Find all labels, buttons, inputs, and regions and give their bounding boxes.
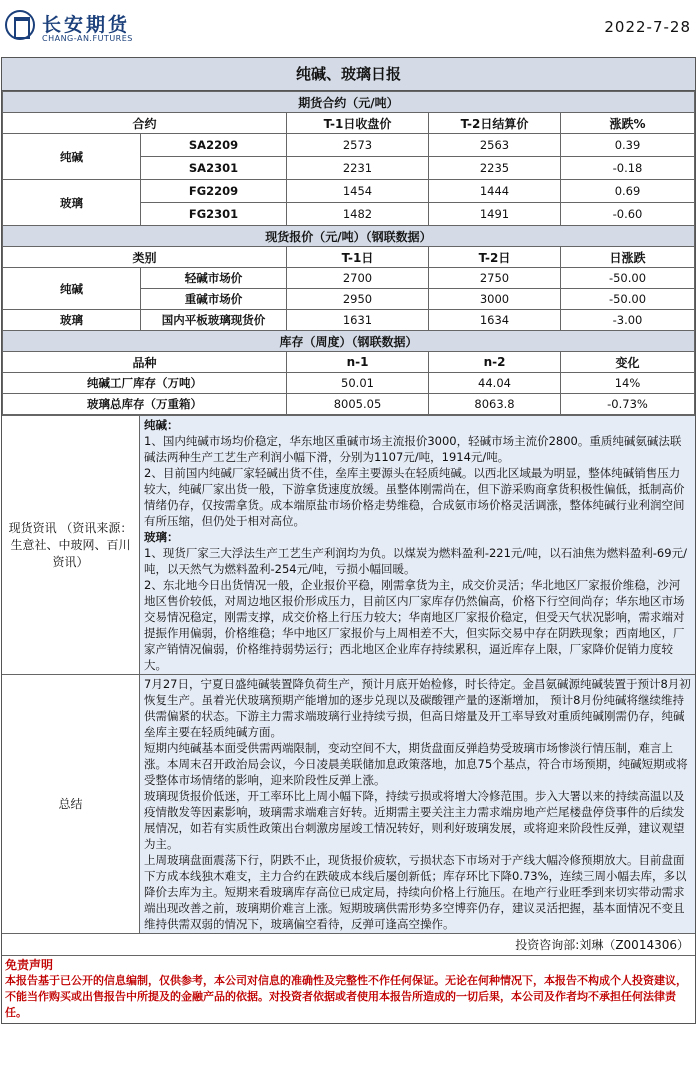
inventory-change: 14%	[561, 373, 695, 394]
investment-consultant: 投资咨询部:刘琳（Z0014306）	[2, 933, 695, 955]
inventory-section-title: 库存（周度）（钢联数据）	[3, 331, 695, 352]
spot-news-content	[140, 416, 695, 674]
settle-price: 1444	[429, 180, 561, 203]
column-header-n1: n-1	[287, 352, 429, 373]
spot-t1: 1631	[287, 310, 429, 331]
column-header-category: 类别	[3, 247, 287, 268]
glass-news-paragraph: 2、东北地今日出货情况一般，企业报价平稳，刚需拿货为主，成交价灵活；华北地区厂家报价维稳，沙河地区售价较低，对周边地区报价形成压力，目前区内厂家库存仍然偏高，价格下行空间尚存；华东地区市场交易情况稳定，刚需支撑，成交价格上行压力较大；华南地区厂家报价稳定，但受天气状况影响，需求端对提振作用偏弱，价格维稳；华中地区厂家报价与上周相差不大，但实际交易中存在阴跌现象；西南地区，厂家产销情况偏弱，价格维持弱势运行；西北地区企业库存持续累积，逼近库存上限，厂家降价促销力度较大。	[144, 578, 685, 672]
spot-item: 重碱市场价	[141, 289, 287, 310]
change-percent: -0.18	[561, 157, 695, 180]
summary-paragraph: 7月27日，宁夏日盛纯碱装置降负荷生产，预计月底开始检修，时长待定。金昌氨碱源纯碱装置于预计8月初恢复生产。虽着光伏玻璃预期产能增加的逐步兑现以及碳酸锂产量的逐渐增加， 预计8月份纯碱将继续维持供需偏紧的状态。下游主力需求端玻璃行业持续亏损，但高日熔量及开工率导致对重质纯碱刚需仍存，纯碱垒库主要在轻质纯碱方面。	[144, 677, 691, 739]
group-label-soda: 纯碱	[3, 134, 141, 180]
settle-price: 2235	[429, 157, 561, 180]
column-header-close: T-1日收盘价	[287, 113, 429, 134]
summary-paragraph: 玻璃现货报价低迷，开工率环比上周小幅下降，持续亏损或将增大冷修范围。步入大署以来的持续高温以及疫情散发等因素影响，玻璃需求端难言好转。近期需主要关注主力需求端房地产烂尾楼盘停贷事件的后续发展情况，如若有实质性政策出台刺激房屋竣工情况转好，则利好玻璃发展，或将迎来阶段性反弹，建议观望为主。	[144, 789, 685, 851]
daily-report	[1, 57, 696, 1024]
spot-change: -50.00	[561, 289, 695, 310]
summary-section	[2, 674, 695, 933]
spot-t2: 2750	[429, 268, 561, 289]
column-header-variety: 品种	[3, 352, 287, 373]
spot-change: -3.00	[561, 310, 695, 331]
spot-t1: 2950	[287, 289, 429, 310]
table-row	[3, 268, 695, 289]
spot-news-label: 现货资讯 （资讯来源：生意社、中玻网、百川资讯）	[2, 416, 140, 674]
summary-paragraph: 上周玻璃盘面震荡下行，阴跌不止，现货报价疲软，亏损状态下市场对于产线大幅冷修预期放大。目前盘面下方成本线独木难支，主力合约在跌破成本线后屡创新低；库存环比下降0.73%，连续三周小幅去库，多以降价去库为主。短期来看玻璃库存高位已成定局，持续向价格上行施压。在地产行业旺季到来切实带动需求端出现改善之前，玻璃期价难言上涨。短期玻璃供需形势多空博弈仍存，建议灵活把握，基本面情况不变且维持供需双弱的情况下，玻璃偏空看待，反弹可逢高空操作。	[144, 853, 687, 931]
group-label-glass: 玻璃	[3, 310, 141, 331]
column-header-t1: T-1日	[287, 247, 429, 268]
close-price: 1482	[287, 203, 429, 226]
company-logo-icon	[5, 10, 35, 40]
contract-code: SA2301	[141, 157, 287, 180]
spot-item: 轻碱市场价	[141, 268, 287, 289]
spot-section-header	[3, 226, 695, 247]
soda-news-paragraph: 2、目前国内纯碱厂家轻碱出货不佳，垒库主要源头在轻质纯碱。以西北区域最为明显，整体纯碱销售压力较大，纯碱厂家出货一般，下游拿货速度放缓。虽整体刚需尚在，但下游采购商拿货积极性偏低，抵制高价情绪仍存，仅按需拿货。成本端原盐市场价格走势维稳，合成氨市场价格灵活调涨，整体纯碱行业利润空间有所压缩，但仍处于相对高位。	[144, 466, 685, 528]
spot-t2: 3000	[429, 289, 561, 310]
report-header	[0, 0, 697, 56]
summary-paragraph: 短期内纯碱基本面受供需两端限制，变动空间不大，期货盘面反弹趋势受玻璃市场惨淡行情压制，难言上涨。本周末召开政治局会议，今日凌晨美联储加息政策落地，加息75个基点，符合市场预期，纯碱短期或将受整体市场情绪的影响，迎来阶段性反弹上涨。	[144, 741, 688, 787]
spot-news-section	[2, 415, 695, 674]
table-row	[3, 134, 695, 157]
summary-label: 总结	[2, 675, 140, 933]
summary-content	[140, 675, 695, 933]
inventory-n2: 44.04	[429, 373, 561, 394]
column-header-daily-change: 日涨跌	[561, 247, 695, 268]
disclaimer-text: 本报告基于已公开的信息编制，仅供参考，本公司对信息的准确性及完整性不作任何保证。无论在何种情况下，本报告不构成个人投资建议，不能当作购买或出售报告中所提及的金融产品的依据。对投资者依据或者使用本报告所造成的一切后果，本公司及作者均不承担任何法律责任。	[5, 974, 687, 1019]
close-price: 1454	[287, 180, 429, 203]
column-header-contract: 合约	[3, 113, 287, 134]
contract-code: FG2301	[141, 203, 287, 226]
report-title: 纯碱、玻璃日报	[2, 58, 695, 91]
inventory-n1: 8005.05	[287, 394, 429, 415]
futures-table	[2, 91, 695, 415]
contract-code: FG2209	[141, 180, 287, 203]
column-header-settle: T-2日结算价	[429, 113, 561, 134]
column-header-t2: T-2日	[429, 247, 561, 268]
inventory-change: -0.73%	[561, 394, 695, 415]
table-row	[3, 373, 695, 394]
spot-section-title: 现货报价（元/吨）（钢联数据）	[3, 226, 695, 247]
table-row	[3, 310, 695, 331]
group-label-glass: 玻璃	[3, 180, 141, 226]
spot-item: 国内平板玻璃现货价	[141, 310, 287, 331]
settle-price: 1491	[429, 203, 561, 226]
disclaimer-section	[2, 955, 695, 1023]
change-percent: 0.69	[561, 180, 695, 203]
inventory-n2: 8063.8	[429, 394, 561, 415]
soda-news-paragraph: 1、国内纯碱市场均价稳定，华东地区重碱市场主流报价3000，轻碱市场主流价2800。重质纯碱氨碱法联碱法两种生产工艺生产利润小幅下滑，分别为1107元/吨，1914元/吨。	[144, 434, 682, 464]
inventory-item: 纯碱工厂库存（万吨）	[3, 373, 287, 394]
spot-change: -50.00	[561, 268, 695, 289]
inventory-column-headers	[3, 352, 695, 373]
group-label-soda: 纯碱	[3, 268, 141, 310]
close-price: 2573	[287, 134, 429, 157]
glass-news-paragraph: 1、现货厂家三大浮法生产工艺生产利润均为负。以煤炭为燃料盈利-221元/吨，以石油焦为燃料盈利-69元/吨，以天然气为燃料盈利-254元/吨，亏损小幅回暖。	[144, 546, 687, 576]
settle-price: 2563	[429, 134, 561, 157]
inventory-section-header	[3, 331, 695, 352]
glass-subtitle: 玻璃：	[144, 530, 179, 544]
futures-section-title: 期货合约（元/吨）	[3, 92, 695, 113]
change-percent: -0.60	[561, 203, 695, 226]
spot-column-headers	[3, 247, 695, 268]
column-header-inventory-change: 变化	[561, 352, 695, 373]
futures-section-header	[3, 92, 695, 113]
close-price: 2231	[287, 157, 429, 180]
spot-t1: 2700	[287, 268, 429, 289]
spot-t2: 1634	[429, 310, 561, 331]
soda-subtitle: 纯碱：	[144, 418, 179, 432]
column-header-change: 涨跌%	[561, 113, 695, 134]
futures-column-headers	[3, 113, 695, 134]
column-header-n2: n-2	[429, 352, 561, 373]
table-row	[3, 394, 695, 415]
disclaimer-title: 免责声明	[5, 958, 54, 972]
company-name-en: CHANG-AN.FUTURES	[42, 34, 133, 43]
inventory-item: 玻璃总库存（万重箱）	[3, 394, 287, 415]
contract-code: SA2209	[141, 134, 287, 157]
inventory-n1: 50.01	[287, 373, 429, 394]
table-row	[3, 180, 695, 203]
change-percent: 0.39	[561, 134, 695, 157]
company-name-cn: 长安期货	[42, 14, 131, 36]
report-date: 2022-7-28	[604, 18, 691, 36]
